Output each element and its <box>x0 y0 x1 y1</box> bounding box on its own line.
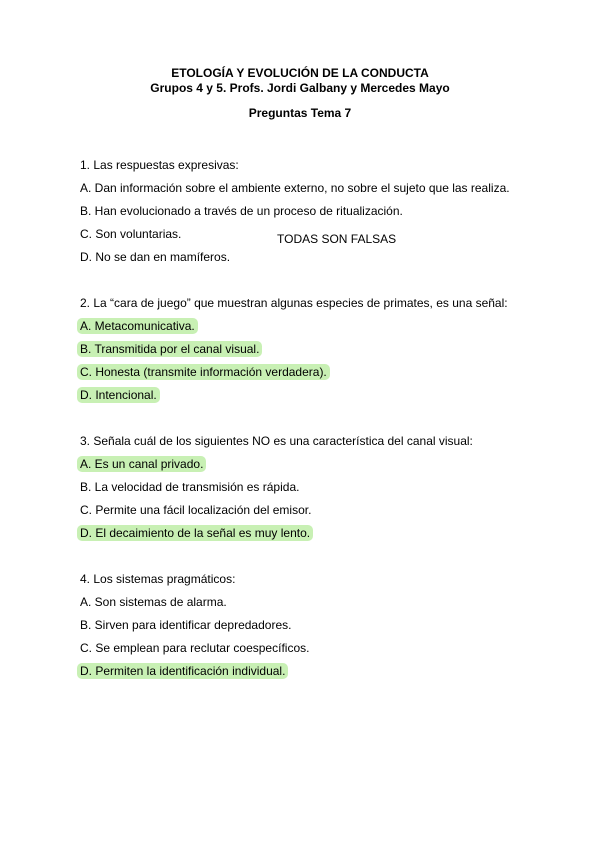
question-2-option-c <box>80 365 330 379</box>
highlighted-answer: A. Metacomunicativa. <box>77 318 198 334</box>
question-4-prompt: 4. Los sistemas pragmáticos: <box>80 572 236 586</box>
option-text: B. Han evolucionado a través de un proceso de ritualización. <box>80 204 403 218</box>
question-1-prompt: 1. Las respuestas expresivas: <box>80 158 239 172</box>
option-text: C. Se emplean para reclutar coespecíficos. <box>80 641 310 655</box>
question-4-option-c <box>80 641 309 655</box>
highlighted-answer: A. Es un canal privado. <box>77 456 206 472</box>
section-title: Preguntas Tema 7 <box>248 106 352 120</box>
option-text: A. Son sistemas de alarma. <box>80 595 227 609</box>
question-1-option-d <box>80 250 230 264</box>
question-4-option-a <box>80 595 227 609</box>
document-title: ETOLOGÍA Y EVOLUCIÓN DE LA CONDUCTA <box>171 66 429 80</box>
document-subtitle: Grupos 4 y 5. Profs. Jordi Galbany y Mercedes Mayo <box>150 81 450 95</box>
question-2-option-a <box>80 319 198 333</box>
question-1-option-b <box>80 204 403 218</box>
question-1-option-a <box>80 181 510 195</box>
question-3-option-b <box>80 480 299 494</box>
highlighted-answer: C. Honesta (transmite información verdadera). <box>77 364 330 380</box>
highlighted-answer: B. Transmitida por el canal visual. <box>77 341 262 357</box>
option-text: A. Dan información sobre el ambiente externo, no sobre el sujeto que las realiza. <box>80 181 510 195</box>
option-text: D. No se dan en mamíferos. <box>80 250 231 264</box>
highlighted-answer: D. El decaimiento de la señal es muy lento. <box>77 525 313 541</box>
option-text: B. Sirven para identificar depredadores. <box>80 618 292 632</box>
question-3-option-d <box>80 526 313 540</box>
highlighted-answer: D. Permiten la identificación individual. <box>77 663 288 679</box>
handwritten-note: TODAS SON FALSAS <box>277 232 397 246</box>
highlighted-answer: D. Intencional. <box>77 387 160 403</box>
question-4-option-d <box>80 664 288 678</box>
question-2-option-b <box>80 342 262 356</box>
question-2-prompt: 2. La “cara de juego” que muestran algunas especies de primates, es una señal: <box>80 296 508 310</box>
option-text: C. Son voluntarias. <box>80 227 182 241</box>
option-text: C. Permite una fácil localización del emisor. <box>80 503 312 517</box>
question-3-prompt: 3. Señala cuál de los siguientes NO es una característica del canal visual: <box>80 434 473 448</box>
question-2-option-d <box>80 388 160 402</box>
question-3-option-a <box>80 457 206 471</box>
question-4-option-b <box>80 618 291 632</box>
question-1-option-c <box>80 227 181 241</box>
option-text: B. La velocidad de transmisión es rápida. <box>80 480 300 494</box>
question-3-option-c <box>80 503 311 517</box>
